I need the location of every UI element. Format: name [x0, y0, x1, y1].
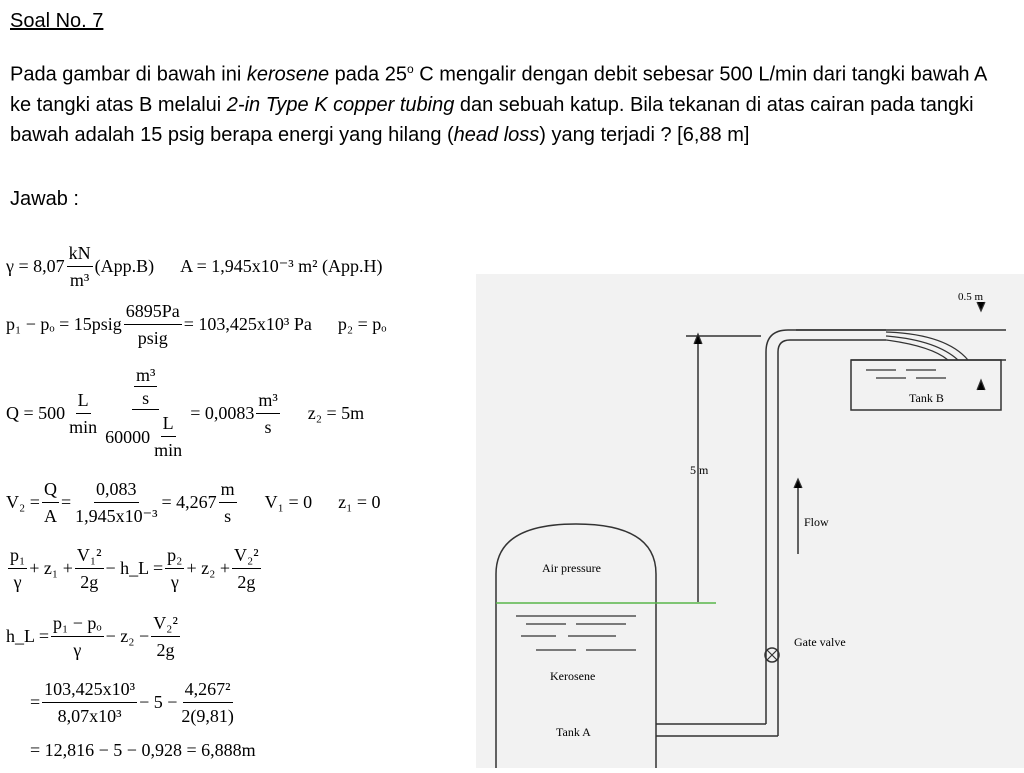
tank-system-diagram	[476, 274, 1024, 768]
answer-label: Jawab :	[10, 188, 79, 210]
air-pressure-label: Air pressure	[542, 561, 601, 575]
top-pipe	[766, 330, 886, 352]
bernoulli-equation: p₁ γ + z₁ + $\frac{\text{V₁²}}{2g}$ − h_L = $\frac{\text{p₂}}{\gamma}$ + z₂ + $\frac{\text{V₂²}}{2g}$	[6, 542, 263, 595]
tank-b-ripples	[866, 370, 946, 378]
problem-statement: Pada gambar di bawah ini kerosene pada 25$^o$ C mengalir dengan debit sebesar 500 L/min dari tangki bawah A ke tangki atas B melalui 2-in Type K copper tubing dan sebuah katup. Bila tekanan di atas cairan pada tangki bawah adalah 15 psig berapa energi yang hilang (head loss) yang terjadi ? [6,88 m]	[10, 62, 987, 146]
flow-equation: Q = 500 L min m³ s 60000 L min = 0,0083 m³ s z₂ = 5m	[6, 365, 365, 460]
tank-a-label: Tank A	[556, 725, 591, 739]
liquid-ripples	[516, 616, 636, 650]
discharge-stream	[886, 332, 968, 360]
gate-valve-label: Gate valve	[794, 635, 846, 649]
tank-b-label: Tank B	[909, 391, 944, 405]
vertical-pipe	[766, 352, 778, 736]
top-dimension	[796, 330, 1006, 360]
velocity-equation: V₂ = $\frac{Q}{A}$ = $\frac{0,083}{\text{1,945x10⁻³}}$ = 4,267 m s V₁ = 0 z₁ = 0	[6, 476, 381, 529]
pressure-equation: p₁ − pₒ = 15psig 6895Pa psig = 103,425x10³ Pa p₂ = pₒ	[6, 298, 386, 351]
flow-label: Flow	[804, 515, 829, 529]
bottom-pipe	[656, 724, 766, 736]
dim-top-label: 0.5 m	[958, 291, 984, 303]
headloss-equation: h_L = $\frac{\text{p₁ − pₒ}}{\gamma}$ − z₂ − $\frac{\text{V₂²}}{2g}$	[6, 610, 182, 663]
page-title: Soal No. 7	[10, 10, 104, 32]
kerosene-label: Kerosene	[550, 669, 596, 683]
height-label: 5 m	[690, 463, 709, 477]
solution-steps	[0, 232, 470, 768]
gamma-equation: γ = 8,07 kN m³ (App.B) A = 1,945x10⁻³ m² (App.H)	[6, 240, 383, 293]
tank-system-figure	[476, 274, 1024, 768]
valve-cross	[767, 650, 777, 660]
result-equation: = 12,816 − 5 − 0,928 = 6,888m	[30, 740, 256, 760]
substitution-equation: = $\frac{\text{103,425x10³}}{\text{8,07x10³}}$ − 5 − $\frac{\text{4,267²}}{2(9,81)}$	[30, 676, 238, 729]
